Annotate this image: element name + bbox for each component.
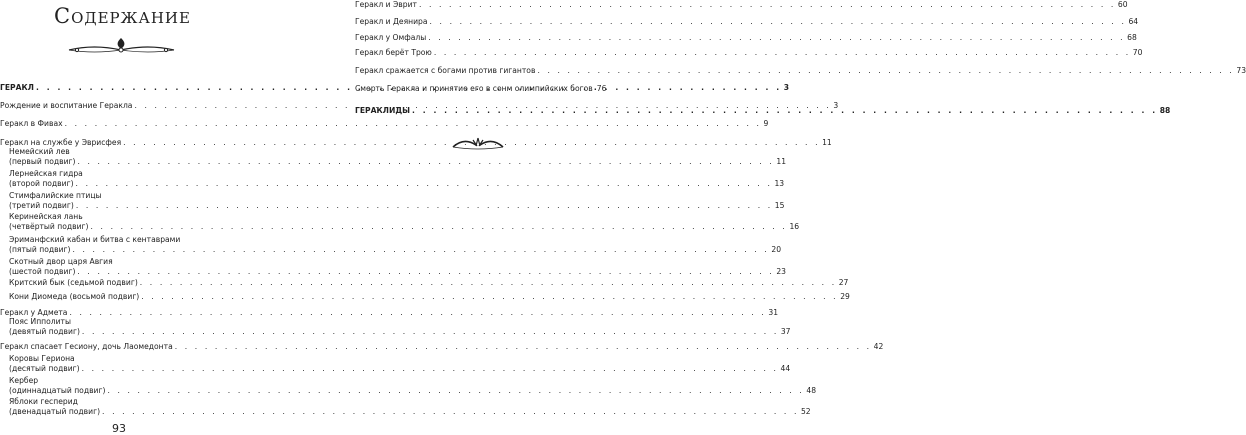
entry-page: 44 bbox=[780, 363, 791, 373]
entry-page: 70 bbox=[1132, 48, 1143, 57]
entry-subtitle: (четвёртый подвиг) bbox=[9, 221, 89, 231]
entry-title: Геракл в Фивах bbox=[0, 119, 63, 128]
entry-title: ГЕРАКЛИДЫ bbox=[355, 106, 410, 115]
entry-title: Геракл и Деянира bbox=[355, 17, 428, 26]
entry-title: Геракл спасает Гесиону, дочь Лаомедонта bbox=[0, 342, 173, 351]
entry-page: 9 bbox=[763, 119, 769, 128]
toc-entry[interactable] bbox=[355, 33, 1137, 43]
dot-leader bbox=[102, 407, 799, 417]
entry-page: 64 bbox=[1128, 17, 1139, 26]
toc-entry[interactable] bbox=[0, 397, 811, 416]
toc-entry[interactable] bbox=[355, 0, 1128, 10]
dot-leader bbox=[76, 179, 773, 189]
toc-entry[interactable] bbox=[0, 212, 800, 231]
entry-title: Геракл у Омфалы bbox=[355, 33, 427, 42]
entry-page: 68 bbox=[1127, 33, 1137, 42]
entry-page: 60 bbox=[1117, 0, 1128, 9]
dot-leader bbox=[141, 292, 838, 302]
dot-leader bbox=[77, 267, 774, 277]
dot-leader bbox=[434, 48, 1131, 58]
entry-subtitle: (десятый подвиг) bbox=[9, 363, 80, 373]
entry-subtitle: (третий подвиг) bbox=[9, 200, 74, 210]
dot-leader bbox=[428, 33, 1125, 43]
entry-page: 23 bbox=[776, 266, 786, 276]
entry-title: Геракл и Эврит bbox=[355, 0, 417, 9]
entry-title: Скотный двор царя Авгия bbox=[9, 257, 113, 266]
entry-subtitle: (шестой подвиг) bbox=[9, 266, 76, 276]
toc-entry[interactable] bbox=[0, 169, 785, 188]
toc-entry[interactable] bbox=[355, 17, 1139, 27]
entry-subtitle: (девятый подвиг) bbox=[9, 326, 80, 336]
entry-title: Пояс Ипполиты bbox=[9, 317, 71, 326]
dot-leader bbox=[419, 0, 1116, 10]
entry-title: Коровы Гериона bbox=[9, 354, 75, 363]
toc-entry[interactable] bbox=[0, 342, 884, 352]
entry-page: 11 bbox=[822, 138, 832, 147]
dot-leader bbox=[82, 364, 779, 374]
toc-entry[interactable] bbox=[0, 257, 786, 276]
dot-leader bbox=[91, 222, 788, 232]
entry-title: Рождение и воспитание Геракла bbox=[0, 101, 133, 110]
entry-subtitle: (первый подвиг) bbox=[9, 156, 76, 166]
entry-page: 15 bbox=[774, 200, 785, 210]
toc-entry[interactable] bbox=[0, 354, 791, 373]
entry-page: 27 bbox=[838, 278, 849, 287]
entry-title: ГЕРАКЛ bbox=[0, 83, 34, 92]
entry-page: 3 bbox=[833, 101, 839, 110]
entry-title: Геракл берёт Трою bbox=[355, 48, 432, 57]
dot-leader bbox=[76, 201, 773, 211]
entry-page: 76 bbox=[596, 84, 607, 93]
entry-page: 42 bbox=[873, 342, 884, 351]
entry-page: 31 bbox=[768, 308, 779, 317]
entry-title: Геракл у Адмета bbox=[0, 308, 68, 317]
page-number: 93 bbox=[112, 422, 126, 435]
entry-subtitle: (второй подвиг) bbox=[9, 178, 74, 188]
entry-title: Критский бык (седьмой подвиг) bbox=[9, 278, 138, 287]
toc-entry[interactable] bbox=[355, 84, 607, 94]
toc-entry[interactable] bbox=[0, 119, 769, 129]
entry-page: 20 bbox=[771, 244, 782, 254]
entry-title: Геракл сражается с богами против гигантов bbox=[355, 66, 536, 75]
dot-leader bbox=[77, 157, 774, 167]
entry-page: 37 bbox=[780, 326, 791, 336]
entry-page: 3 bbox=[783, 83, 790, 92]
entry-page: 52 bbox=[800, 406, 811, 416]
entry-page: 11 bbox=[776, 156, 787, 166]
entry-title: Смерть Геракла и принятие его в сонм олимпийских богов bbox=[355, 84, 593, 93]
entry-title: Кербер bbox=[9, 376, 39, 385]
toc-entry[interactable] bbox=[0, 376, 817, 395]
page-title: Содержание bbox=[54, 4, 191, 28]
dot-leader bbox=[537, 66, 1234, 76]
toc-entry[interactable] bbox=[355, 106, 1171, 116]
dot-leader bbox=[412, 106, 1158, 116]
entry-page: 88 bbox=[1159, 106, 1171, 115]
entry-subtitle: (одиннадцатый подвиг) bbox=[9, 385, 106, 395]
toc-entry[interactable] bbox=[0, 191, 785, 210]
entry-page: 29 bbox=[840, 292, 850, 301]
dot-leader bbox=[175, 342, 872, 352]
entry-title: Эриманфский кабан и битва с кентаврами bbox=[9, 235, 181, 244]
entry-title: Немейский лев bbox=[9, 147, 70, 156]
entry-page: 16 bbox=[789, 221, 800, 231]
dot-leader bbox=[65, 119, 762, 129]
entry-title: Яблоки гесперид bbox=[9, 397, 78, 406]
dot-leader bbox=[107, 386, 804, 396]
toc-entry[interactable] bbox=[0, 292, 850, 302]
dot-leader bbox=[73, 245, 770, 255]
toc-entry[interactable] bbox=[355, 66, 1246, 76]
entry-title: Лернейская гидра bbox=[9, 169, 83, 178]
toc-entry[interactable] bbox=[0, 278, 849, 288]
dot-leader bbox=[140, 278, 837, 288]
entry-title: Стимфалийские птицы bbox=[9, 191, 102, 200]
entry-subtitle: (двенадцатый подвиг) bbox=[9, 406, 101, 416]
entry-subtitle: (пятый подвиг) bbox=[9, 244, 71, 254]
toc-entry[interactable] bbox=[355, 48, 1143, 58]
entry-title: Кони Диомеда (восьмой подвиг) bbox=[9, 292, 140, 301]
entry-page: 13 bbox=[774, 178, 785, 188]
ornament-small-icon bbox=[450, 135, 506, 151]
entry-page: 73 bbox=[1236, 66, 1246, 75]
entry-title: Геракл на службе у Эврисфея bbox=[0, 138, 122, 147]
toc-entry[interactable] bbox=[0, 147, 787, 166]
entry-page: 48 bbox=[806, 385, 817, 395]
dot-leader bbox=[430, 17, 1127, 27]
entry-title: Керинейская лань bbox=[9, 212, 83, 221]
toc-entry[interactable] bbox=[0, 235, 782, 254]
toc-entry[interactable] bbox=[0, 317, 791, 336]
ornament-divider-icon bbox=[64, 34, 179, 56]
dot-leader bbox=[82, 327, 779, 337]
